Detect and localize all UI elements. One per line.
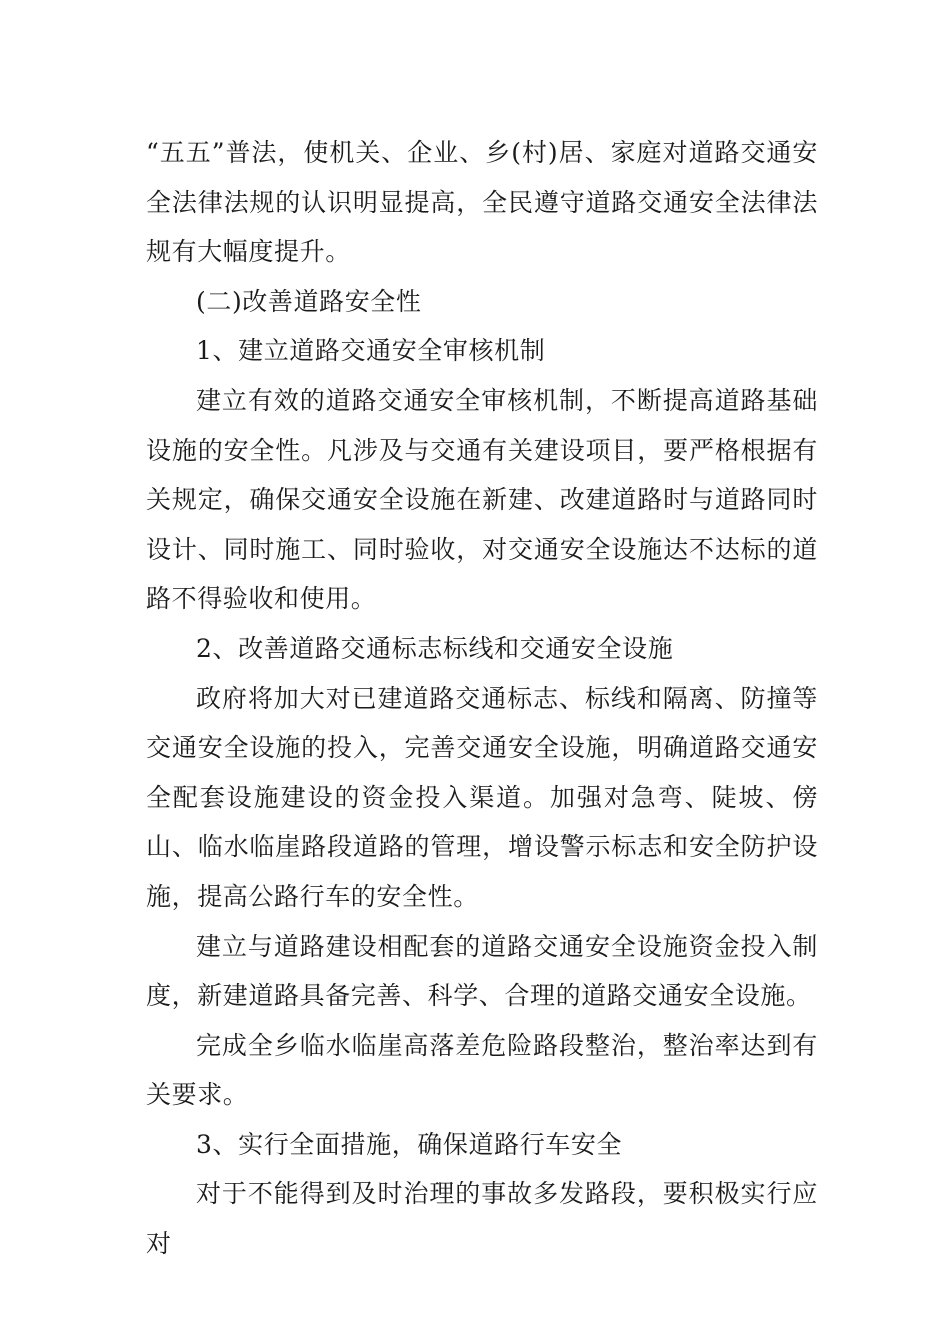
section-heading-improve-road-safety: (二)改善道路安全性 xyxy=(196,286,422,316)
subheading-signs-and-facilities: 2、改善道路交通标志标线和交通安全设施 xyxy=(196,633,674,663)
subheading-comprehensive-measures: 3、实行全面措施，确保道路行车安全 xyxy=(196,1129,623,1159)
paragraph-accident-prone-sections: 对于不能得到及时治理的事故多发路段，要积极实行应对 xyxy=(146,1179,818,1259)
paragraph-audit-mechanism: 建立有效的道路交通安全审核机制，不断提高道路基础设施的安全性。凡涉及与交通有关建设项目，要严格根据有关规定，确保交通安全设施在新建、改建道路时与道路同时设计、同时施工、同时验收，对交通安全设施达不达标的道路不得验收和使用。 xyxy=(146,385,818,614)
paragraph-government-investment: 政府将加大对已建道路交通标志、标线和隔离、防撞等交通安全设施的投入，完善交通安全设施，明确道路交通安全配套设施建设的资金投入渠道。加强对急弯、陡坡、傍山、临水临崖路段道路的管理，增设警示标志和安全防护设施，提高公路行车的安全性。 xyxy=(146,683,818,911)
subheading-audit-mechanism: 1、建立道路交通安全审核机制 xyxy=(196,336,546,366)
paragraph-continuation: “五五”普法，使机关、企业、乡(村)居、家庭对道路交通安全法律法规的认识明显提高，全民遵守道路交通安全法律法规有大幅度提升。 xyxy=(146,138,818,267)
paragraph-funding-system: 建立与道路建设相配套的道路交通安全设施资金投入制度，新建道路具备完善、科学、合理的道路交通安全设施。 xyxy=(146,931,818,1011)
document-body xyxy=(146,128,818,1269)
paragraph-dangerous-sections: 完成全乡临水临崖高落差危险路段整治，整治率达到有关要求。 xyxy=(146,1030,818,1110)
